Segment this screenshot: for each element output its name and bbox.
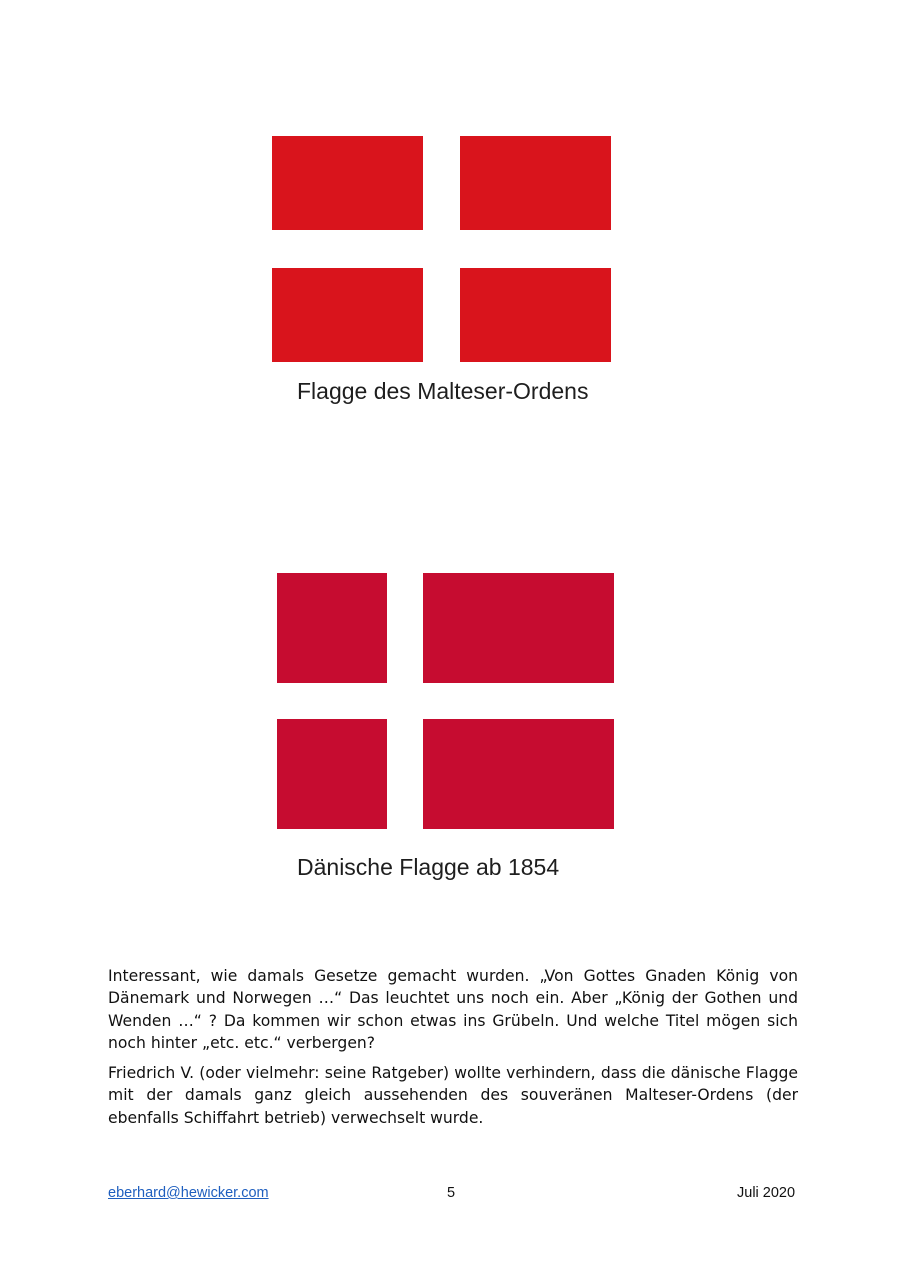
- page-number: 5: [447, 1185, 456, 1201]
- paragraph: Friedrich V. (oder vielmehr: seine Ratgeber) wollte verhindern, dass die dänische Flagge mit der damals ganz gleich aussehenden des souveränen Malteser-Ordens (der ebenfalls Schiffahrt betrieb) verwechselt wurde.: [108, 1064, 798, 1127]
- email-link[interactable]: eberhard@hewicker.com: [108, 1185, 269, 1201]
- footer-date: Juli 2020: [737, 1185, 796, 1201]
- flag-quadrant: [460, 268, 611, 362]
- figure-caption-danish: Dänische Flagge ab 1854: [297, 854, 560, 880]
- maltese-order-flag: [272, 136, 611, 362]
- flag-quadrant: [277, 719, 387, 829]
- flag-quadrant: [277, 573, 387, 683]
- figure-caption-maltese: Flagge des Malteser-Ordens: [297, 378, 589, 404]
- footer-email[interactable]: [108, 1185, 269, 1201]
- flag-quadrant: [272, 136, 423, 230]
- danish-flag: [277, 573, 614, 829]
- flag-quadrant: [460, 136, 611, 230]
- flag-quadrant: [272, 268, 423, 362]
- flag-quadrant: [423, 719, 614, 829]
- paragraph: Interessant, wie damals Gesetze gemacht wurden. „Von Gottes Gnaden König von Dänemark und Norwegen …“ Das leuchtet uns noch ein. Aber „König der Gothen und Wenden …“ ? Da kommen wir schon etwas ins Grübeln. Und welche Titel mögen sich noch hinter „etc. etc.“ verbergen?: [108, 967, 798, 1052]
- flag-quadrant: [423, 573, 614, 683]
